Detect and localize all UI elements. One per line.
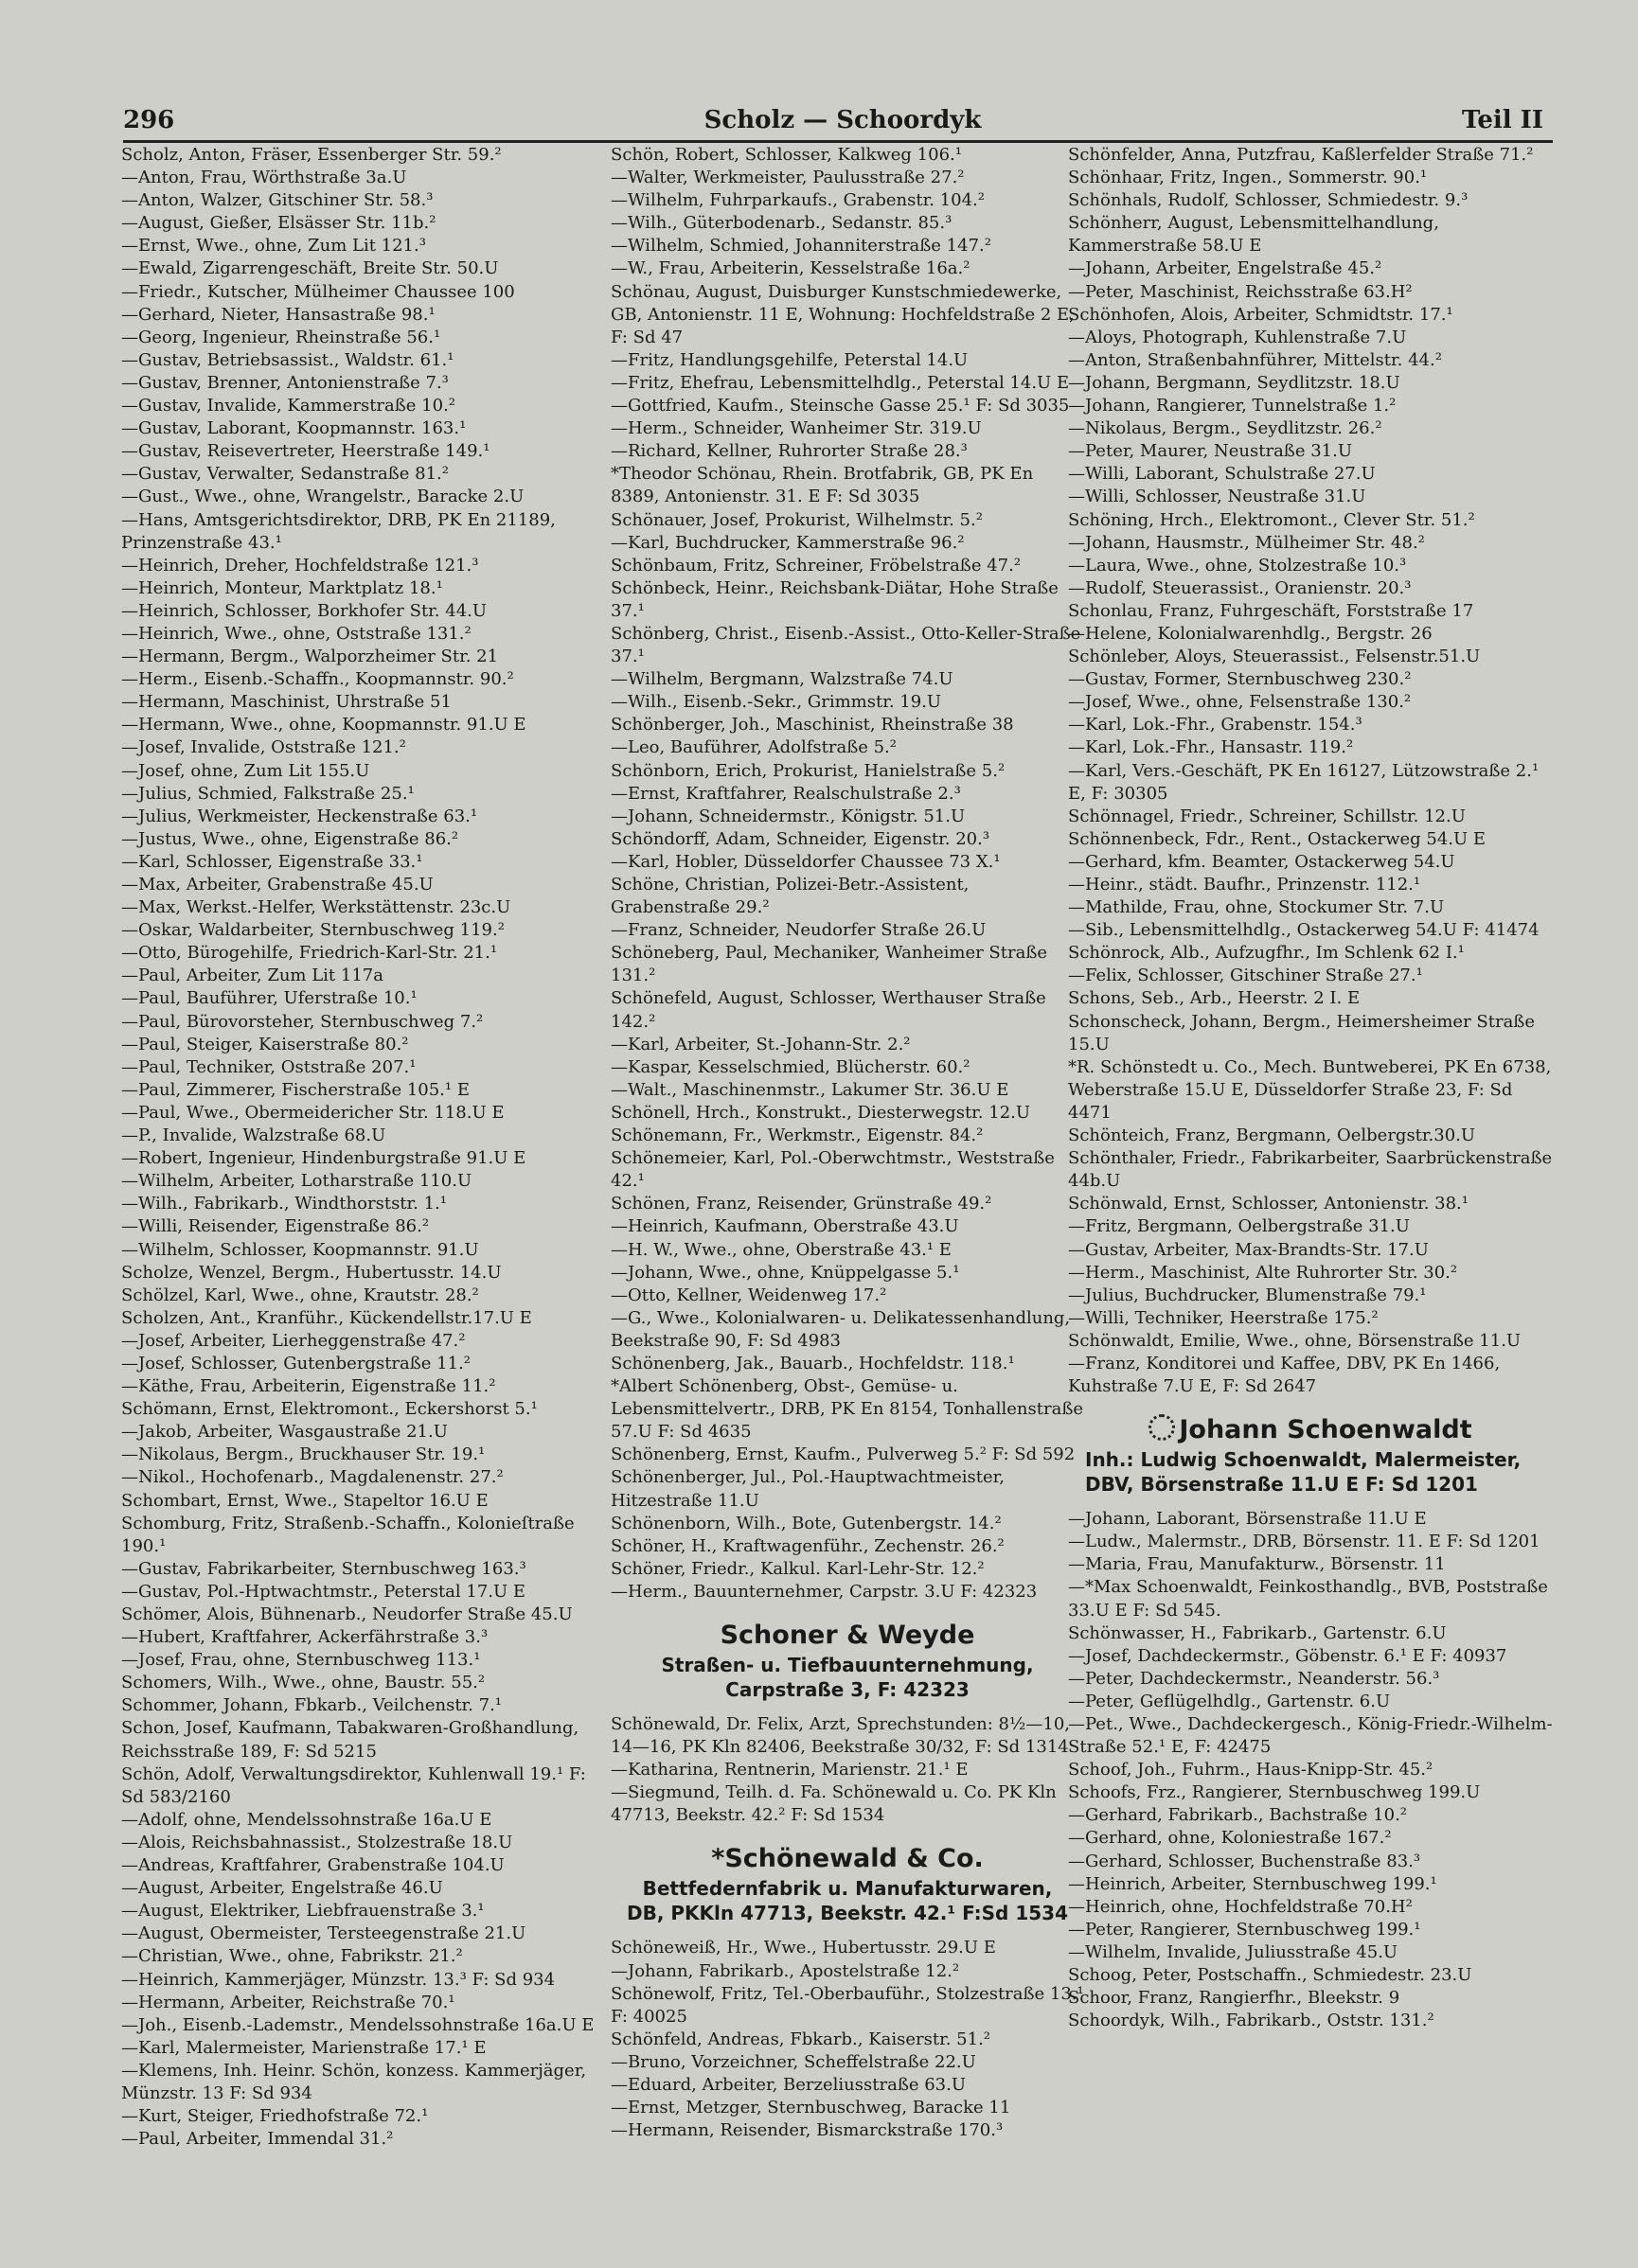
directory-entry: —August, Elektriker, Liebfrauenstraße 3.¹ bbox=[121, 1901, 485, 1922]
directory-entry: —Gustav, Arbeiter, Max-Brandts-Str. 17.U bbox=[1068, 1239, 1429, 1260]
directory-entry: —Josef, ohne, Zum Lit 155.U bbox=[121, 760, 370, 781]
directory-entry: Schönfeld, Andreas, Fbkarb., Kaiserstr. 51.² bbox=[611, 2029, 991, 2049]
directory-entry: Schon, Josef, Kaufmann, Tabakwaren-Großhandlung, Reichsstraße 189, F: Sd 5215 bbox=[121, 1718, 579, 1762]
directory-entry: —Adolf, ohne, Mendelssohnstraße 16a.U E bbox=[121, 1809, 492, 1830]
directory-entry: —Peter, Dachdeckermstr., Neanderstr. 56.³ bbox=[1068, 1668, 1440, 1689]
directory-entry: —Nikol., Hochofenarb., Magdalenenstr. 27.² bbox=[121, 1467, 504, 1488]
directory-entry: Schölzel, Karl, Wwe., ohne, Krautstr. 28.² bbox=[121, 1285, 479, 1305]
directory-entry: —Friedr., Kutscher, Mülheimer Chaussee 100 bbox=[121, 281, 515, 302]
directory-entry: —Hans, Amtsgerichtsdirektor, DRB, PK En 21189, Prinzenstraße 43.¹ bbox=[121, 509, 556, 553]
directory-entry: —Johann, Wwe., ohne, Knüppelgasse 5.¹ bbox=[611, 1262, 960, 1283]
directory-entry: Schöneweiß, Hr., Wwe., Hubertusstr. 29.U E bbox=[611, 1938, 996, 1958]
directory-entry: —Anton, Walzer, Gitschiner Str. 58.³ bbox=[121, 190, 434, 211]
directory-entry: —Karl, Hobler, Düsseldorfer Chaussee 73 X.¹ bbox=[611, 851, 1001, 872]
directory-entry: —P., Invalide, Walzstraße 68.U bbox=[121, 1125, 386, 1146]
directory-entry: Schoof, Joh., Fuhrm., Haus-Knipp-Str. 45.² bbox=[1068, 1760, 1433, 1781]
directory-entry: Schönleber, Aloys, Steuerassist., Felsenstr.51.U bbox=[1068, 647, 1481, 667]
directory-entry: —Gustav, Fabrikarbeiter, Sternbuschweg 163.³ bbox=[121, 1558, 526, 1579]
directory-entry: Schönberg, Christ., Eisenb.-Assist., Otto-Keller-Straße 37.¹ bbox=[611, 623, 1081, 667]
directory-entry: —Karl, Buchdrucker, Kammerstraße 96.² bbox=[611, 532, 965, 553]
directory-entry: —Heinrich, Wwe., ohne, Oststraße 131.² bbox=[121, 623, 472, 644]
directory-entry: —Johann, Rangierer, Tunnelstraße 1.² bbox=[1068, 396, 1397, 416]
directory-entry: Schönauer, Josef, Prokurist, Wilhelmstr. 5.² bbox=[611, 509, 983, 530]
directory-entry: *R. Schönstedt u. Co., Mech. Buntweberei, PK En 6738, Weberstraße 15.U E, Düsseldorfer Straße 23, F: Sd 4471 bbox=[1068, 1056, 1552, 1123]
directory-entry: —Kurt, Steiger, Friedhofstraße 72.¹ bbox=[121, 2106, 429, 2127]
directory-entry: —Gustav, Brenner, Antonienstraße 7.³ bbox=[121, 372, 449, 393]
directory-entry: Schömer, Alois, Bühnenarb., Neudorfer Straße 45.U bbox=[121, 1604, 573, 1624]
directory-entry: —Katharina, Rentnerin, Marienstr. 21.¹ E bbox=[611, 1760, 969, 1781]
directory-entry: —Anton, Frau, Wörthstraße 3a.U bbox=[121, 168, 407, 188]
directory-entry: —Rudolf, Steuerassist., Oranienstr. 20.³ bbox=[1068, 577, 1412, 598]
directory-entry: —Gustav, Invalide, Kammerstraße 10.² bbox=[121, 396, 456, 416]
directory-entry: —Paul, Bürovorsteher, Sternbuschweg 7.² bbox=[121, 1011, 484, 1032]
directory-entry: —August, Obermeister, Tersteegenstraße 21.U bbox=[121, 1923, 526, 1944]
directory-entry: Schönhals, Rudolf, Schlosser, Schmiedestr. 9.³ bbox=[1068, 190, 1469, 211]
directory-entry: Schönen, Franz, Reisender, Grünstraße 49.² bbox=[611, 1194, 992, 1214]
directory-entry: Schöning, Hrch., Elektromont., Clever Str. 51.² bbox=[1068, 509, 1475, 530]
column-middle bbox=[611, 144, 1084, 2142]
directory-entry: Schönau, August, Duisburger Kunstschmiedewerke, GB, Antonienstr. 11 E, Wohnung: Hochfeldstraße 2 E, F: Sd 47 bbox=[611, 281, 1075, 347]
advert-line: DB, PKKln 47713, Beekstr. 42.¹ F:Sd 1534 bbox=[626, 1902, 1069, 1925]
directory-entry: —Wilh., Güterbodenarb., Sedanstr. 85.³ bbox=[611, 213, 953, 234]
directory-entry: —Heinrich, ohne, Hochfeldstraße 70.H² bbox=[1068, 1896, 1413, 1917]
directory-entry: —Josef, Arbeiter, Lierheggenstraße 47.² bbox=[121, 1330, 466, 1351]
directory-entry: —Ernst, Kraftfahrer, Realschulstraße 2.³ bbox=[611, 783, 961, 804]
directory-entry: Schomburg, Fritz, Straßenb.-Schaffn., Kolonieſtraße 190.¹ bbox=[121, 1513, 575, 1556]
directory-entry: —G., Wwe., Kolonialwaren- u. Delikatessenhandlung, Beekstraße 90, F: Sd 4983 bbox=[611, 1307, 1071, 1351]
directory-entry: —Fritz, Bergmann, Oelbergstraße 31.U bbox=[1068, 1216, 1410, 1237]
directory-entry: —Nikolaus, Bergm., Bruckhauser Str. 19.¹ bbox=[121, 1444, 486, 1465]
directory-entry: —Karl, Malermeister, Marienstraße 17.¹ E bbox=[121, 2037, 487, 2058]
directory-entry: —Laura, Wwe., ohne, Stolzestraße 10.³ bbox=[1068, 555, 1407, 576]
directory-entry: —Ludw., Malermstr., DRB, Börsenstr. 11. E F: Sd 1201 bbox=[1068, 1532, 1540, 1552]
directory-entry: —Richard, Kellner, Ruhrorter Straße 28.³ bbox=[611, 441, 968, 462]
directory-entry: —Gustav, Verwalter, Sedanstraße 81.² bbox=[121, 464, 449, 485]
directory-entry: —Anton, Straßenbahnführer, Mittelstr. 44.² bbox=[1068, 349, 1442, 370]
directory-entry: Schönwald, Ernst, Schlosser, Antonienstr. 38.¹ bbox=[1068, 1194, 1469, 1214]
advert-schoenewald-co bbox=[611, 1842, 1084, 1925]
directory-entry: —Eduard, Arbeiter, Berzeliusstraße 63.U bbox=[611, 2075, 967, 2096]
directory-entry: —Gust., Wwe., ohne, Wrangelstr., Baracke 2.U bbox=[121, 487, 525, 507]
directory-entry: Scholzen, Ant., Kranführ., Kückendellstr.17.U E bbox=[121, 1307, 532, 1328]
directory-entry: —Walt., Maschinenmstr., Lakumer Str. 36.U E bbox=[611, 1079, 1009, 1100]
directory-entry: —Gustav, Laborant, Koopmannstr. 163.¹ bbox=[121, 418, 467, 439]
directory-entry: —Gustav, Former, Sternbuschweg 230.² bbox=[1068, 669, 1412, 690]
directory-entry: Schönbeck, Heinr., Reichsbank-Diätar, Hohe Straße 37.¹ bbox=[611, 577, 1059, 621]
directory-entry: —Joh., Eisenb.-Lademstr., Mendelssohnstraße 16a.U E bbox=[121, 2014, 595, 2035]
directory-entry: —Robert, Ingenieur, Hindenburgstraße 91.U E bbox=[121, 1148, 526, 1169]
directory-entry: —Gottfried, Kaufm., Steinsche Gasse 25.¹ F: Sd 3035 bbox=[611, 396, 1070, 416]
directory-entry: —Gustav, Betriebsassist., Waldstr. 61.¹ bbox=[121, 349, 454, 370]
directory-entry: Schönewolf, Fritz, Tel.-Oberbauführ., Stolzestraße 13.¹ F: 40025 bbox=[611, 1983, 1084, 2027]
directory-entry: —Sib., Lebensmittelhdlg., Ostackerweg 54.U F: 41474 bbox=[1068, 920, 1540, 941]
directory-entry: —Heinrich, Monteur, Marktplatz 18.¹ bbox=[121, 577, 443, 598]
directory-entry: —Johann, Bergmann, Seydlitzstr. 18.U bbox=[1068, 372, 1400, 393]
directory-entry: —Heinrich, Schlosser, Borkhofer Str. 44.U bbox=[121, 600, 488, 621]
directory-entry: —Hermann, Wwe., ohne, Koopmannstr. 91.U E bbox=[121, 715, 526, 735]
directory-entry: —Herm., Eisenb.-Schaffn., Koopmannstr. 90.² bbox=[121, 669, 514, 690]
directory-entry: —W., Frau, Arbeiterin, Kesselstraße 16a.² bbox=[611, 258, 970, 279]
advert-schoner-weyde bbox=[611, 1619, 1084, 1702]
directory-entry: Schönteich, Franz, Bergmann, Oelbergstr.30.U bbox=[1068, 1125, 1476, 1146]
directory-entry: Schöner, Friedr., Kalkul. Karl-Lehr-Str. 12.² bbox=[611, 1558, 985, 1579]
directory-entry: —Peter, Maschinist, Reichsstraße 63.H² bbox=[1068, 281, 1413, 302]
directory-entry: —Willi, Schlosser, Neustraße 31.U bbox=[1068, 487, 1366, 507]
directory-entry: —Wilhelm, Arbeiter, Lotharstraße 110.U bbox=[121, 1171, 472, 1192]
directory-entry: Schönwasser, H., Fabrikarb., Gartenstr. 6.U bbox=[1068, 1622, 1447, 1643]
directory-entry: —Georg, Ingenieur, Rheinstraße 56.¹ bbox=[121, 327, 441, 347]
directory-entry: Schönrock, Alb., Aufzugfhr., Im Schlenk 62 I.¹ bbox=[1068, 943, 1465, 964]
directory-entry: —Julius, Werkmeister, Heckenstraße 63.¹ bbox=[121, 806, 478, 826]
directory-entry: —Maria, Frau, Manufakturw., Börsenstr. 11 bbox=[1068, 1554, 1446, 1575]
directory-entry: —Wilhelm, Bergmann, Walzstraße 74.U bbox=[611, 669, 953, 690]
directory-entry: —Leo, Bauführer, Adolfstraße 5.² bbox=[611, 737, 897, 758]
directory-entry: —Oskar, Waldarbeiter, Sternbuschweg 119.² bbox=[121, 920, 505, 941]
directory-entry: Schönemann, Fr., Werkmstr., Eigenstr. 84.² bbox=[611, 1125, 984, 1146]
directory-entry: —Gerhard, ohne, Koloniestraße 167.² bbox=[1068, 1828, 1392, 1849]
directory-entry: —Franz, Konditorei und Kaffee, DBV, PK En 1466, Kuhstraße 7.U E, F: Sd 2647 bbox=[1068, 1353, 1501, 1397]
directory-entry: —Johann, Schneidermstr., Königstr. 51.U bbox=[611, 806, 966, 826]
directory-entry: —Wilh., Eisenb.-Sekr., Grimmstr. 19.U bbox=[611, 692, 942, 713]
directory-entry: —Paul, Arbeiter, Zum Lit 117a bbox=[121, 966, 383, 986]
advert-line: Carpstraße 3, F: 42323 bbox=[725, 1678, 970, 1701]
directory-entry: —Gerhard, Fabrikarb., Bachstraße 10.² bbox=[1068, 1805, 1408, 1826]
directory-entry: —Helene, Kolonialwarenhdlg., Bergstr. 26 bbox=[1068, 623, 1433, 644]
advert-title: Johann Schoenwaldt bbox=[1179, 1415, 1472, 1445]
directory-entry: —H. W., Wwe., ohne, Oberstraße 43.¹ E bbox=[611, 1239, 952, 1260]
directory-entry: —Andreas, Kraftfahrer, Grabenstraße 104.U bbox=[121, 1855, 505, 1876]
directory-entry: —Herm., Bauunternehmer, Carpstr. 3.U F: 42323 bbox=[611, 1581, 1038, 1602]
directory-entry: —Julius, Schmied, Falkstraße 25.¹ bbox=[121, 783, 415, 804]
directory-entry: Schönell, Hrch., Konstrukt., Diesterwegstr. 12.U bbox=[611, 1102, 1031, 1123]
directory-entry: —Karl, Lok.-Fhr., Grabenstr. 154.³ bbox=[1068, 715, 1362, 735]
directory-entry: Schoofs, Frz., Rangierer, Sternbuschweg 199.U bbox=[1068, 1782, 1481, 1803]
directory-entry: Schönherr, August, Lebensmittelhandlung, Kammerstraße 58.U E bbox=[1068, 213, 1439, 257]
directory-entry: Schönwaldt, Emilie, Wwe., ohne, Börsenstraße 11.U bbox=[1068, 1330, 1522, 1351]
directory-entry: —Walter, Werkmeister, Paulusstraße 27.² bbox=[611, 168, 965, 188]
directory-entry: —Heinrich, Kaufmann, Oberstraße 43.U bbox=[611, 1216, 959, 1237]
directory-entry: —Felix, Schlosser, Gitschiner Straße 27.¹ bbox=[1068, 966, 1423, 986]
directory-entry: —Hermann, Arbeiter, Reichstraße 70.¹ bbox=[121, 1992, 455, 2012]
directory-entry: —Heinrich, Kammerjäger, Münzstr. 13.³ F: Sd 934 bbox=[121, 1969, 556, 1990]
directory-entry: Schönfelder, Anna, Putzfrau, Kaßlerfelder Straße 71.² bbox=[1068, 145, 1534, 165]
directory-entry: —Paul, Bauführer, Uferstraße 10.¹ bbox=[121, 988, 418, 1009]
directory-entry: —Willi, Laborant, Schulstraße 27.U bbox=[1068, 464, 1376, 485]
directory-entry: —Gerhard, Nieter, Hansastraße 98.¹ bbox=[121, 304, 436, 325]
directory-entry: —Franz, Schneider, Neudorfer Straße 26.U bbox=[611, 920, 987, 941]
directory-entry: Schoor, Franz, Rangierfhr., Bleekstr. 9 bbox=[1068, 1988, 1400, 2009]
directory-entry: *Theodor Schönau, Rhein. Brotfabrik, GB, PK En 8389, Antonienstr. 31. E F: Sd 3035 bbox=[611, 464, 1034, 507]
directory-entry: Schoordyk, Wilh., Fabrikarb., Oststr. 131.² bbox=[1068, 2011, 1434, 2031]
directory-entry: —Hermann, Maschinist, Uhrstraße 51 bbox=[121, 692, 452, 713]
directory-entry: Scholz, Anton, Fräser, Essenberger Str. 59.² bbox=[121, 145, 502, 165]
directory-entry: —Josef, Dachdeckermstr., Göbenstr. 6.¹ E F: 40937 bbox=[1068, 1645, 1507, 1666]
directory-entry: Schön, Adolf, Verwaltungsdirektor, Kuhlenwall 19.¹ F: Sd 583/2160 bbox=[121, 1763, 586, 1807]
directory-entry: Schönemeier, Karl, Pol.-Oberwchtmstr., Weststraße 42.¹ bbox=[611, 1148, 1055, 1192]
directory-entry: Schönnagel, Friedr., Schreiner, Schillstr. 12.U bbox=[1068, 806, 1466, 826]
directory-entry: Schomers, Wilh., Wwe., ohne, Baustr. 55.² bbox=[121, 1673, 486, 1693]
column-right bbox=[1068, 144, 1553, 2032]
directory-entry: Schönthaler, Friedr., Fabrikarbeiter, Saarbrückenstraße 44b.U bbox=[1068, 1148, 1553, 1192]
directory-entry: Schonlau, Franz, Fuhrgeschäft, Forststraße 17 bbox=[1068, 600, 1474, 621]
directory-entry: —Paul, Arbeiter, Immendal 31.² bbox=[121, 2129, 394, 2150]
directory-entry: —Mathilde, Frau, ohne, Stockumer Str. 7.U bbox=[1068, 897, 1445, 918]
advert-line: Bettfedernfabrik u. Manufakturwaren, bbox=[642, 1877, 1053, 1901]
directory-entry: Schöndorff, Adam, Schneider, Eigenstr. 20.³ bbox=[611, 828, 990, 849]
directory-entry: Schönborn, Erich, Prokurist, Hanielstraße 5.² bbox=[611, 760, 1006, 781]
directory-entry: —Fritz, Ehefrau, Lebensmittelhdlg., Peterstal 14.U E bbox=[611, 372, 1070, 393]
directory-entry: Schoog, Peter, Postschaffn., Schmiedestr. 23.U bbox=[1068, 1965, 1472, 1986]
directory-entry: —Ernst, Wwe., ohne, Zum Lit 121.³ bbox=[121, 236, 426, 257]
directory-entry: —Gerhard, Schlosser, Buchenstraße 83.³ bbox=[1068, 1851, 1421, 1871]
running-title: Scholz — Schoordyk bbox=[703, 106, 982, 134]
directory-entry: Schönberger, Joh., Maschinist, Rheinstraße 38 bbox=[611, 715, 1014, 735]
directory-entry: Schömann, Ernst, Elektromont., Eckershorst 5.¹ bbox=[121, 1399, 538, 1420]
directory-entry: —Willi, Techniker, Heerstraße 175.² bbox=[1068, 1307, 1379, 1328]
directory-entry: —Wilhelm, Fuhrparkaufs., Grabenstr. 104.² bbox=[611, 190, 985, 211]
directory-entry: —Willi, Reisender, Eigenstraße 86.² bbox=[121, 1216, 430, 1237]
directory-entry: —Herm., Schneider, Wanheimer Str. 319.U bbox=[611, 418, 982, 439]
directory-entry: —August, Arbeiter, Engelstraße 46.U bbox=[121, 1878, 443, 1899]
advert-line: Straßen- u. Tiefbauunternehmung, bbox=[661, 1654, 1034, 1676]
directory-entry: —Justus, Wwe., ohne, Eigenstraße 86.² bbox=[121, 828, 459, 849]
directory-entry: —Karl, Schlosser, Eigenstraße 33.¹ bbox=[121, 851, 423, 872]
directory-entry: —Gustav, Reisevertreter, Heerstraße 149.¹ bbox=[121, 441, 490, 462]
directory-entry: Schönenberg, Ernst, Kaufm., Pulverweg 5.² F: Sd 592 bbox=[611, 1444, 1076, 1465]
directory-entry: —Karl, Lok.-Fhr., Hansastr. 119.² bbox=[1068, 737, 1354, 758]
directory-entry: Scholze, Wenzel, Bergm., Hubertusstr. 14.U bbox=[121, 1262, 502, 1283]
directory-entry: —Wilhelm, Invalide, Juliusstraße 45.U bbox=[1068, 1941, 1398, 1962]
directory-entry: —Wilhelm, Schlosser, Koopmannstr. 91.U bbox=[121, 1239, 479, 1260]
directory-entry: —Herm., Maschinist, Alte Ruhrorter Str. 30.² bbox=[1068, 1262, 1458, 1283]
directory-entry: —Josef, Wwe., ohne, Felsenstraße 130.² bbox=[1068, 692, 1412, 713]
advert-line: Inh.: Ludwig Schoenwaldt, Malermeister, bbox=[1085, 1448, 1522, 1472]
directory-entry: —Fritz, Handlungsgehilfe, Peterstal 14.U bbox=[611, 349, 969, 370]
advert-title: *Schönewald & Co. bbox=[711, 1844, 984, 1874]
column-left bbox=[121, 144, 595, 2151]
phone-symbol-icon bbox=[1148, 1414, 1175, 1441]
page-header bbox=[123, 102, 1553, 143]
directory-entry: —Ewald, Zigarrengeschäft, Breite Str. 50.U bbox=[121, 258, 499, 279]
directory-entry: —Heinrich, Arbeiter, Sternbuschweg 199.¹ bbox=[1068, 1873, 1437, 1894]
directory-entry: *Albert Schönenberg, Obst-, Gemüse- u. Lebensmittelvertr., DRB, PK En 8154, Tonhallenstraße 57.U F: Sd 4635 bbox=[611, 1376, 1084, 1443]
part-label: Teil II bbox=[1461, 106, 1543, 134]
directory-entry: Schonscheck, Johann, Bergm., Heimersheimer Straße 15.U bbox=[1068, 1011, 1535, 1054]
directory-entry: —Karl, Arbeiter, St.-Johann-Str. 2.² bbox=[611, 1034, 911, 1054]
directory-entry: —Otto, Kellner, Weidenweg 17.² bbox=[611, 1285, 887, 1305]
directory-entry: —Julius, Buchdrucker, Blumenstraße 79.¹ bbox=[1068, 1285, 1427, 1305]
directory-entry: Schönenberg, Jak., Bauarb., Hochfeldstr. 118.¹ bbox=[611, 1353, 1015, 1373]
advert-title: Schoner & Weyde bbox=[720, 1621, 975, 1650]
directory-entry: —Alois, Reichsbahnassist., Stolzestraße 18.U bbox=[121, 1832, 513, 1852]
directory-entry: —Karl, Vers.-Geschäft, PK En 16127, Lützowstraße 2.¹ E, F: 30305 bbox=[1068, 760, 1540, 804]
directory-entry: —Kaspar, Kesselschmied, Blücherstr. 60.² bbox=[611, 1056, 970, 1077]
directory-entry: —Johann, Fabrikarb., Apostelstraße 12.² bbox=[611, 1960, 960, 1981]
directory-entry: —Siegmund, Teilh. d. Fa. Schönewald u. Co. PK Kln 47713, Beekstr. 42.² F: Sd 1534 bbox=[611, 1782, 1057, 1826]
directory-entry: —Josef, Frau, ohne, Sternbuschweg 113.¹ bbox=[121, 1650, 481, 1671]
directory-entry: Schönenberger, Jul., Pol.-Hauptwachtmeister, Hitzestraße 11.U bbox=[611, 1467, 1005, 1511]
directory-entry: —Josef, Schlosser, Gutenbergstraße 11.² bbox=[121, 1353, 471, 1373]
directory-entry: —August, Gießer, Elsässer Str. 11b.² bbox=[121, 213, 436, 234]
directory-entry: —Peter, Maurer, Neustraße 31.U bbox=[1068, 441, 1352, 462]
directory-entry: —Aloys, Photograph, Kuhlenstraße 7.U bbox=[1068, 327, 1407, 347]
directory-entry: —Hubert, Kraftfahrer, Ackerfährstraße 3.³ bbox=[121, 1627, 489, 1648]
directory-entry: Schön, Robert, Schlosser, Kalkweg 106.¹ bbox=[611, 145, 962, 165]
directory-entry: —Peter, Geflügelhdlg., Gartenstr. 6.U bbox=[1068, 1691, 1391, 1711]
directory-entry: —Nikolaus, Bergm., Seydlitzstr. 26.² bbox=[1068, 418, 1382, 439]
directory-entry: —Heinr., städt. Baufhr., Prinzenstr. 112.¹ bbox=[1068, 875, 1421, 895]
directory-entry: —Gerhard, kfm. Beamter, Ostackerweg 54.U bbox=[1068, 851, 1455, 872]
directory-entry: —Bruno, Vorzeichner, Scheffelstraße 22.U bbox=[611, 2051, 976, 2072]
directory-entry: Schönhofen, Alois, Arbeiter, Schmidtstr. 17.¹ bbox=[1068, 304, 1453, 325]
directory-entry: —Gustav, Pol.-Hptwachtmstr., Peterstal 17.U E bbox=[121, 1581, 526, 1602]
directory-entry: —Peter, Rangierer, Sternbuschweg 199.¹ bbox=[1068, 1919, 1421, 1940]
directory-entry: —Christian, Wwe., ohne, Fabrikstr. 21.² bbox=[121, 1946, 463, 1967]
directory-entry: Schönefeld, August, Schlosser, Werthauser Straße 142.² bbox=[611, 988, 1046, 1032]
directory-entry: —Johann, Hausmstr., Mülheimer Str. 48.² bbox=[1068, 532, 1425, 553]
directory-entry: —Jakob, Arbeiter, Wasgaustraße 21.U bbox=[121, 1422, 448, 1443]
directory-entry: Schöne, Christian, Polizei-Betr.-Assistent, Grabenstraße 29.² bbox=[611, 875, 970, 918]
advert-line: DBV, Börsenstraße 11.U E F: Sd 1201 bbox=[1085, 1473, 1478, 1497]
directory-entry: —Pet., Wwe., Dachdeckergesch., König-Friedr.-Wilhelm-Straße 52.¹ E, F: 42475 bbox=[1068, 1714, 1553, 1758]
directory-entry: Schönewald, Dr. Felix, Arzt, Sprechstunden: 8½—10, 14—16, PK Kln 82406, Beekstraße 30/32, F: Sd 1314 bbox=[611, 1714, 1070, 1758]
directory-entry: Schombart, Ernst, Wwe., Stapeltor 16.U E bbox=[121, 1490, 489, 1511]
directory-entry: —Paul, Zimmerer, Fischerstraße 105.¹ E bbox=[121, 1079, 470, 1100]
directory-entry: Schommer, Johann, Fbkarb., Veilchenstr. 7.¹ bbox=[121, 1695, 503, 1716]
directory-entry: —Josef, Invalide, Oststraße 121.² bbox=[121, 737, 406, 758]
directory-entry: Schons, Seb., Arb., Heerstr. 2 I. E bbox=[1068, 988, 1361, 1009]
directory-entry: —Wilh., Fabrikarb., Windthorststr. 1.¹ bbox=[121, 1194, 447, 1214]
directory-entry: Schöneberg, Paul, Mechaniker, Wanheimer Straße 131.² bbox=[611, 943, 1048, 986]
directory-entry: Schönhaar, Fritz, Ingen., Sommerstr. 90.¹ bbox=[1068, 168, 1428, 188]
directory-entry: —Otto, Bürogehilfe, Friedrich-Karl-Str. 21.¹ bbox=[121, 943, 498, 964]
directory-entry: —Ernst, Metzger, Sternbuschweg, Baracke 11 bbox=[611, 2098, 1011, 2118]
directory-entry: —Max, Werkst.-Helfer, Werkstättenstr. 23c.U bbox=[121, 897, 511, 918]
directory-entry: —Käthe, Frau, Arbeiterin, Eigenstraße 11.² bbox=[121, 1376, 496, 1397]
directory-entry: Schöner, H., Kraftwagenführ., Zechenstr. 26.² bbox=[611, 1535, 1005, 1556]
directory-entry: —Hermann, Reisender, Bismarckstraße 170.³ bbox=[611, 2120, 1004, 2141]
directory-entry: Schönbaum, Fritz, Schreiner, Fröbelstraße 47.² bbox=[611, 555, 1022, 576]
directory-entry: —Paul, Steiger, Kaiserstraße 80.² bbox=[121, 1034, 409, 1054]
directory-entry: —Johann, Arbeiter, Engelstraße 45.² bbox=[1068, 258, 1382, 279]
directory-entry: —Paul, Techniker, Oststraße 207.¹ bbox=[121, 1056, 417, 1077]
directory-entry: —Wilhelm, Schmied, Johanniterstraße 147.² bbox=[611, 236, 991, 257]
directory-entry: —Klemens, Inh. Heinr. Schön, konzess. Kammerjäger, Münzstr. 13 F: Sd 934 bbox=[121, 2060, 587, 2103]
directory-entry: —Johann, Laborant, Börsenstraße 11.U E bbox=[1068, 1509, 1427, 1530]
advert-johann-schoenwaldt bbox=[1068, 1413, 1553, 1497]
directory-entry: —Hermann, Bergm., Walporzheimer Str. 21 bbox=[121, 647, 499, 667]
page-number: 296 bbox=[123, 106, 175, 134]
directory-entry: Schönnenbeck, Fdr., Rent., Ostackerweg 54.U E bbox=[1068, 828, 1487, 849]
directory-entry: —Paul, Wwe., Obermeidericher Str. 118.U E bbox=[121, 1102, 505, 1123]
directory-entry: —Max, Arbeiter, Grabenstraße 45.U bbox=[121, 875, 434, 895]
directory-entry: —*Max Schoenwaldt, Feinkosthandlg., BVB, Poststraße 33.U E F: Sd 545. bbox=[1068, 1577, 1548, 1621]
directory-entry: —Heinrich, Dreher, Hochfeldstraße 121.³ bbox=[121, 555, 479, 576]
directory-entry: Schönenborn, Wilh., Bote, Gutenbergstr. 14.² bbox=[611, 1513, 1002, 1533]
